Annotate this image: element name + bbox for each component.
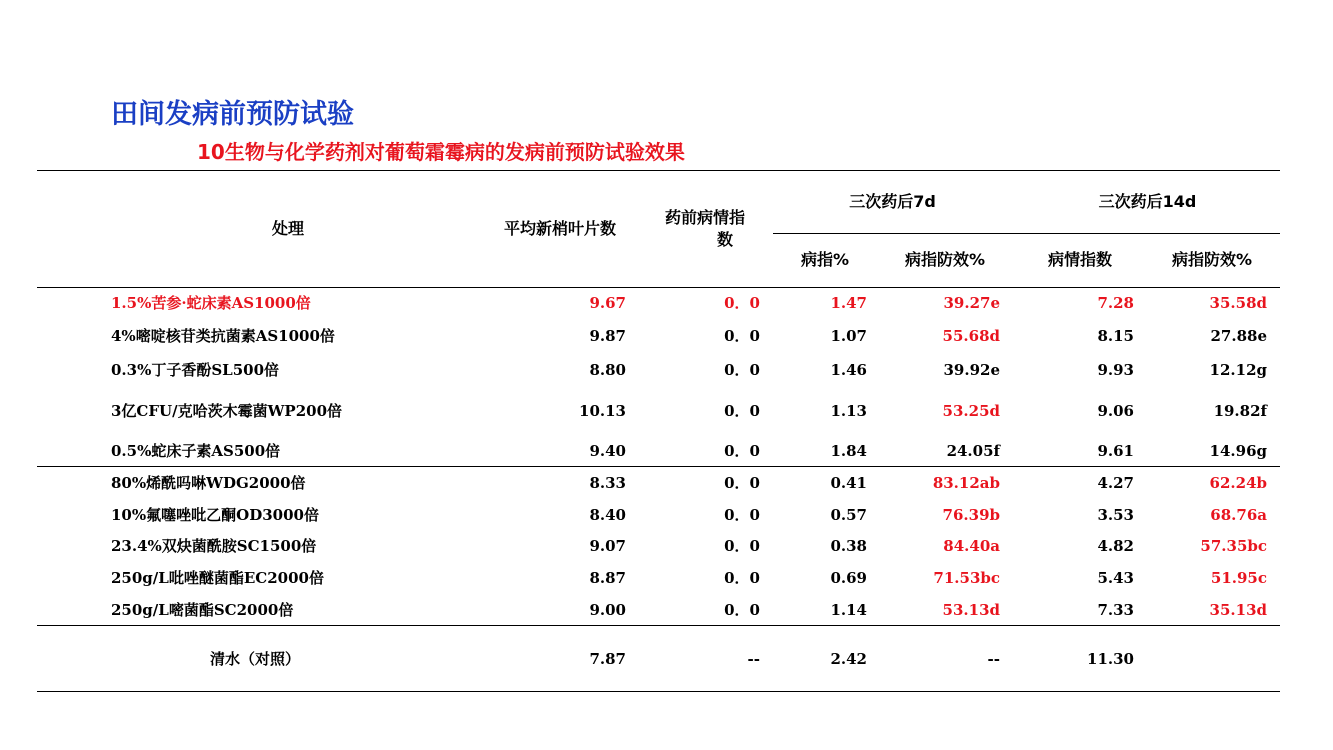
cell-7d-effect: 84.40a (943, 537, 1000, 555)
cell-leaves: 7.87 (589, 650, 626, 668)
group-header-rule (773, 233, 1280, 234)
table-top-rule (37, 170, 1280, 171)
cell-treatment-control: 清水（对照） (209, 650, 300, 668)
cell-treatment: 23.4%双炔菌酰胺SC1500倍 (111, 537, 317, 555)
cell-7d-effect: 39.27e (943, 294, 1000, 312)
cell-7d-effect: 53.25d (942, 402, 1000, 420)
cell-7d-index: 2.42 (830, 650, 867, 668)
cell-14d-effect: 35.13d (1209, 601, 1267, 619)
header-7d-index: 病指% (800, 250, 850, 269)
cell-14d-index: 9.06 (1097, 402, 1134, 420)
cell-pre-index: 0．0 (724, 537, 760, 555)
cell-treatment: 0.3%丁子香酚SL500倍 (111, 361, 280, 379)
cell-14d-index: 7.28 (1097, 294, 1134, 312)
header-group-7d: 三次药后7d (849, 192, 936, 211)
cell-leaves: 10.13 (579, 402, 626, 420)
cell-treatment: 250g/L吡唑醚菌酯EC2000倍 (111, 569, 324, 587)
cell-7d-effect: 55.68d (942, 327, 1000, 345)
header-bottom-rule (37, 287, 1280, 288)
cell-pre-index: 0．0 (724, 294, 760, 312)
cell-7d-effect: 53.13d (942, 601, 1000, 619)
cell-14d-effect: 62.24b (1209, 474, 1267, 492)
cell-14d-index: 5.43 (1097, 569, 1134, 587)
cell-7d-index: 1.13 (830, 402, 867, 420)
cell-14d-effect: 57.35bc (1200, 537, 1267, 555)
cell-14d-effect: 51.95c (1210, 569, 1267, 587)
header-pre-index-line2: 数 (716, 230, 733, 249)
header-14d-index: 病情指数 (1047, 250, 1112, 269)
header-group-14d: 三次药后14d (1098, 192, 1197, 211)
cell-leaves: 9.00 (589, 601, 626, 619)
cell-treatment: 0.5%蛇床子素AS500倍 (111, 442, 281, 460)
cell-7d-effect: 83.12ab (932, 474, 1000, 492)
cell-treatment: 1.5%苦参·蛇床素AS1000倍 (111, 294, 311, 312)
cell-treatment: 3亿CFU/克哈茨木霉菌WP200倍 (111, 402, 343, 420)
cell-14d-index: 9.93 (1097, 361, 1134, 379)
cell-14d-index: 11.30 (1087, 650, 1134, 668)
cell-treatment: 80%烯酰吗啉WDG2000倍 (111, 474, 306, 492)
cell-14d-effect: 27.88e (1210, 327, 1267, 345)
cell-7d-index: 1.46 (830, 361, 867, 379)
cell-14d-index: 4.27 (1097, 474, 1134, 492)
table-caption: 10生物与化学药剂对葡萄霜霉病的发病前预防试验效果 (197, 140, 685, 164)
cell-leaves: 8.87 (589, 569, 626, 587)
cell-pre-index: 0．0 (724, 327, 760, 345)
cell-14d-effect: 35.58d (1209, 294, 1267, 312)
cell-leaves: 9.67 (589, 294, 626, 312)
cell-7d-effect: 71.53bc (933, 569, 1000, 587)
header-14d-effect: 病指防效% (1171, 250, 1253, 269)
cell-treatment: 250g/L嘧菌酯SC2000倍 (111, 601, 294, 619)
header-avg-leaves: 平均新梢叶片数 (503, 219, 616, 238)
cell-treatment: 10%氟噻唑吡乙酮OD3000倍 (111, 506, 319, 524)
page-title: 田间发病前预防试验 (111, 99, 354, 130)
cell-leaves: 9.40 (589, 442, 626, 460)
cell-leaves: 9.87 (589, 327, 626, 345)
cell-pre-index: 0．0 (724, 361, 760, 379)
table-bottom-rule (37, 691, 1280, 692)
cell-7d-effect: 76.39b (942, 506, 1000, 524)
cell-leaves: 8.80 (589, 361, 626, 379)
biological-group-rule (37, 466, 1280, 467)
cell-pre-index: 0．0 (724, 506, 760, 524)
cell-7d-index: 0.69 (830, 569, 867, 587)
cell-7d-index: 1.14 (830, 601, 867, 619)
cell-leaves: 8.40 (589, 506, 626, 524)
cell-pre-index: 0．0 (724, 402, 760, 420)
cell-14d-effect: 68.76a (1210, 506, 1267, 524)
cell-14d-index: 3.53 (1097, 506, 1134, 524)
cell-14d-effect: 14.96g (1209, 442, 1267, 460)
cell-14d-index: 4.82 (1097, 537, 1134, 555)
cell-7d-index: 1.84 (830, 442, 867, 460)
cell-7d-effect: 39.92e (943, 361, 1000, 379)
cell-pre-index: 0．0 (724, 601, 760, 619)
cell-leaves: 9.07 (589, 537, 626, 555)
cell-pre-index: 0．0 (724, 442, 760, 460)
cell-leaves: 8.33 (589, 474, 626, 492)
cell-14d-index: 8.15 (1097, 327, 1134, 345)
cell-14d-effect: 19.82f (1213, 402, 1267, 420)
cell-7d-index: 0.38 (830, 537, 867, 555)
chemical-group-rule (37, 625, 1280, 626)
cell-14d-index: 9.61 (1097, 442, 1134, 460)
cell-7d-effect: 24.05f (946, 442, 1000, 460)
cell-14d-index: 7.33 (1097, 601, 1134, 619)
cell-7d-effect: -- (987, 650, 1000, 668)
cell-7d-index: 0.57 (830, 506, 867, 524)
cell-treatment: 4%嘧啶核苷类抗菌素AS1000倍 (111, 327, 335, 345)
header-treatment: 处理 (271, 219, 304, 238)
cell-7d-index: 0.41 (830, 474, 867, 492)
cell-pre-index: 0．0 (724, 474, 760, 492)
cell-14d-effect: 12.12g (1209, 361, 1267, 379)
header-pre-index-line1: 药前病情指 (664, 208, 745, 227)
cell-pre-index: -- (747, 650, 760, 668)
cell-7d-index: 1.47 (830, 294, 867, 312)
cell-7d-index: 1.07 (830, 327, 867, 345)
header-7d-effect: 病指防效% (904, 250, 986, 269)
cell-pre-index: 0．0 (724, 569, 760, 587)
